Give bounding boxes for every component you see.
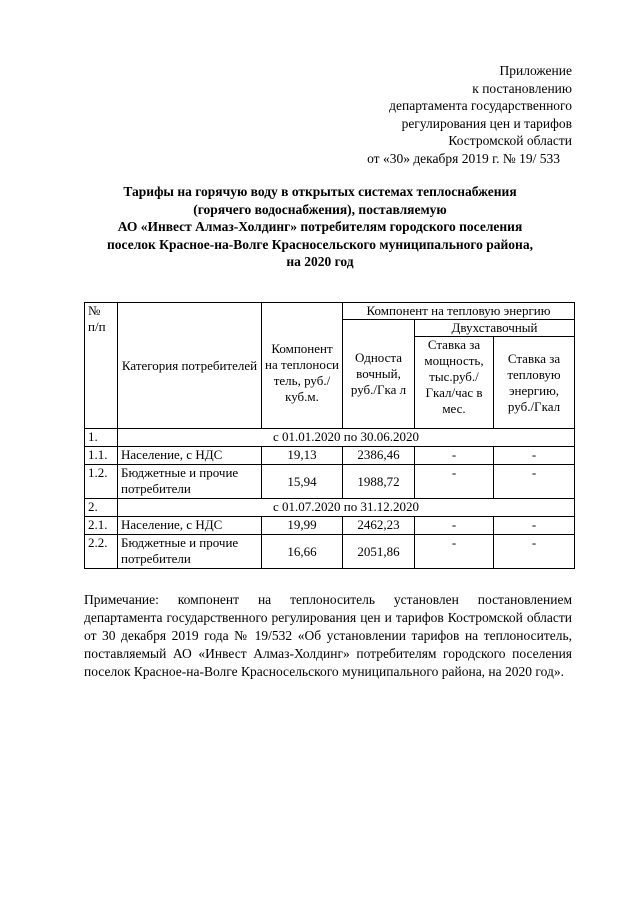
row-num: 2.1. [85, 517, 118, 535]
appendix-line: Приложение [499, 63, 572, 78]
row-num: 1.1. [85, 447, 118, 465]
header-two-rate: Двухставочный [415, 320, 575, 337]
row-category: Население, с НДС [118, 447, 262, 465]
table-row [85, 535, 575, 569]
header-energy-component: Компонент на тепловую энергию [343, 303, 575, 320]
row-num: 2.2. [85, 535, 118, 569]
row-category: Бюджетные и прочие потребители [118, 535, 262, 569]
period-row [85, 429, 575, 447]
period-num: 1. [85, 429, 118, 447]
table-row [85, 447, 575, 465]
row-energy-value: - [494, 535, 575, 569]
appendix-line: департамента государственного [389, 98, 572, 113]
title-line: на 2020 год [286, 254, 354, 269]
row-category: Бюджетные и прочие потребители [118, 465, 262, 499]
header-num: № п/п [85, 303, 118, 429]
header-energy-rate: Ставка за тепловую энергию, руб./Гкал [494, 337, 575, 429]
row-capacity-value: - [415, 517, 494, 535]
row-energy-value: - [494, 465, 575, 499]
row-category: Население, с НДС [118, 517, 262, 535]
header-carrier-component: Компонент на теплоноси тель, руб./куб.м. [262, 303, 343, 429]
row-carrier-value: 15,94 [262, 465, 343, 499]
document-title [60, 183, 580, 271]
period-label: с 01.07.2020 по 31.12.2020 [118, 499, 575, 517]
row-capacity-value: - [415, 447, 494, 465]
row-carrier-value: 19,99 [262, 517, 343, 535]
header-category: Категория потребителей [118, 303, 262, 429]
row-capacity-value: - [415, 465, 494, 499]
title-line: Тарифы на горячую воду в открытых системах теплоснабжения [123, 184, 517, 199]
row-capacity-value: - [415, 535, 494, 569]
table-row [85, 465, 575, 499]
period-label: с 01.01.2020 по 30.06.2020 [118, 429, 575, 447]
period-row [85, 499, 575, 517]
row-carrier-value: 16,66 [262, 535, 343, 569]
row-carrier-value: 19,13 [262, 447, 343, 465]
row-single-rate-value: 1988,72 [343, 465, 415, 499]
row-energy-value: - [494, 517, 575, 535]
appendix-header [300, 62, 572, 167]
appendix-line: к постановлению [472, 80, 572, 96]
row-single-rate-value: 2051,86 [343, 535, 415, 569]
appendix-line: регулирования цен и тарифов [401, 115, 572, 131]
row-single-rate-value: 2386,46 [343, 447, 415, 465]
title-line: поселок Красное-на-Волге Красносельского муниципального района, [107, 236, 533, 252]
tariff-table [84, 302, 575, 569]
row-num: 1.2. [85, 465, 118, 499]
table-row [85, 517, 575, 535]
appendix-line: Костромской области [448, 133, 572, 148]
title-line: АО «Инвест Алмаз-Холдинг» потребителям городского поселения [117, 219, 523, 234]
row-single-rate-value: 2462,23 [343, 517, 415, 535]
appendix-date-line: от «30» декабря 2019 г. № 19/ 533 [367, 150, 560, 166]
header-capacity-rate: Ставка за мощность, тыс.руб./ Гкал/час в мес. [415, 337, 494, 429]
note-paragraph: Примечание: компонент на теплоноситель установлен постановлением департамента государственного регулирования цен и тарифов Костромской области от 30 декабря 2019 года № 19/532 «Об установлении тарифов на теплоноситель, поставляемый АО «Инвест Алмаз-Холдинг» потребителям городского поселения поселок Красное-на-Волге Красносельского муниципального района, на 2020 год». [84, 592, 572, 679]
header-single-rate: Односта вочный, руб./Гка л [343, 320, 415, 429]
title-line: (горячего водоснабжения), поставляемую [193, 201, 447, 217]
row-energy-value: - [494, 447, 575, 465]
period-num: 2. [85, 499, 118, 517]
